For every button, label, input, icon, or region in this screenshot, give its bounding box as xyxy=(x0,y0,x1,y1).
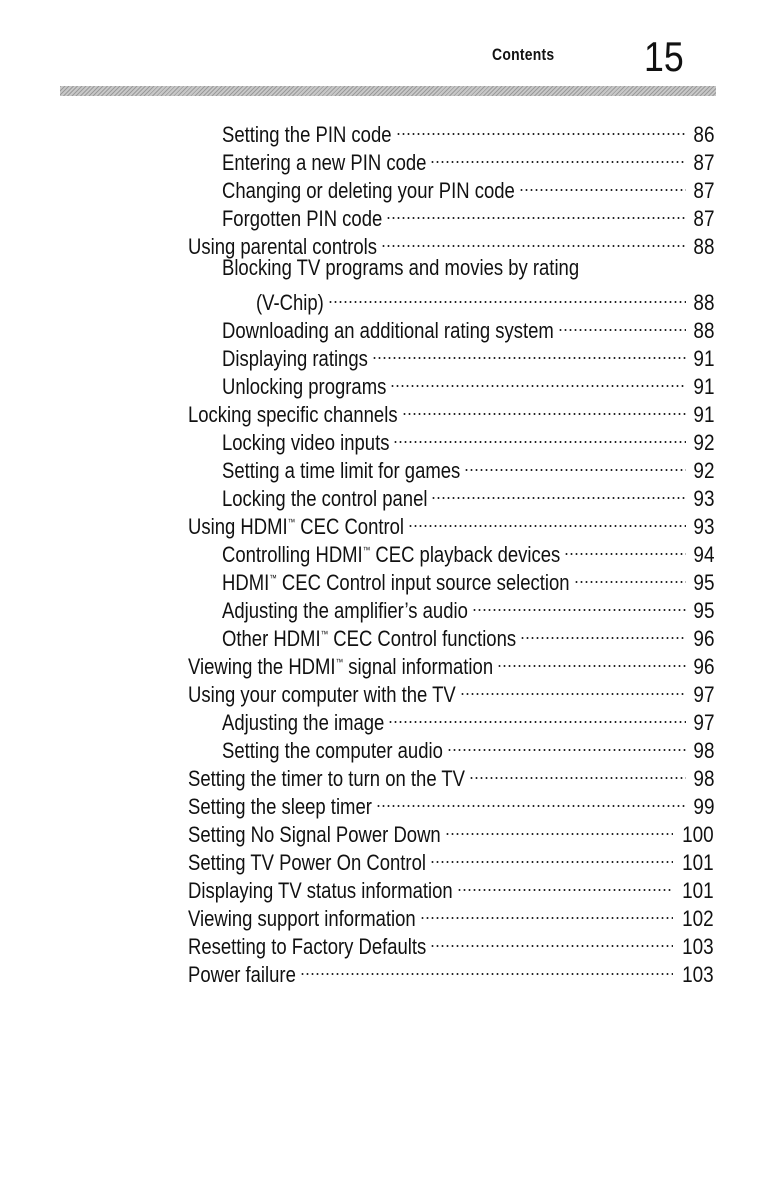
toc-entry[interactable] xyxy=(0,506,772,539)
toc-entry-label: Adjusting the image xyxy=(222,710,385,735)
trademark-symbol: ™ xyxy=(335,657,344,667)
toc-entry-page: 87 xyxy=(692,150,714,175)
toc-entry-page: 96 xyxy=(692,654,714,679)
trademark-symbol: ™ xyxy=(287,517,296,527)
dot-leader xyxy=(431,478,685,506)
toc-entry[interactable] xyxy=(0,170,772,203)
trademark-symbol: ™ xyxy=(362,545,371,555)
toc-entry[interactable] xyxy=(0,814,772,847)
toc-entry-page: 97 xyxy=(692,710,714,735)
toc-entry[interactable] xyxy=(0,310,772,343)
dot-leader xyxy=(472,590,686,618)
toc-entry-page: 88 xyxy=(692,290,714,315)
dot-leader xyxy=(564,534,685,562)
toc-entry-page: 91 xyxy=(692,346,714,371)
table-of-contents xyxy=(0,114,772,987)
toc-entry-page: 103 xyxy=(682,934,714,959)
toc-entry-label: Entering a new PIN code xyxy=(222,150,427,175)
dot-leader xyxy=(457,870,674,898)
toc-entry-label: Unlocking programs xyxy=(222,374,387,399)
toc-entry-page: 98 xyxy=(692,766,714,791)
toc-entry-page: 92 xyxy=(692,458,714,483)
dot-leader xyxy=(445,814,674,842)
toc-entry-page: 88 xyxy=(692,234,714,259)
toc-entry[interactable] xyxy=(0,786,772,819)
toc-entry-label: Adjusting the amplifier’s audio xyxy=(222,598,468,623)
dot-leader xyxy=(430,926,673,954)
toc-entry[interactable] xyxy=(0,366,772,399)
header-divider xyxy=(60,86,716,96)
toc-entry-label: HDMI™ CEC Control input source selection xyxy=(222,570,570,595)
dot-leader xyxy=(430,842,673,870)
toc-entry-page: 95 xyxy=(692,570,714,595)
dot-leader xyxy=(390,366,685,394)
dot-leader xyxy=(420,898,674,926)
toc-entry-page: 98 xyxy=(692,738,714,763)
toc-entry[interactable] xyxy=(0,114,772,147)
dot-leader xyxy=(497,646,685,674)
toc-entry-label: Other HDMI™ CEC Control functions xyxy=(222,626,517,651)
trademark-symbol: ™ xyxy=(269,573,277,583)
dot-leader xyxy=(519,170,686,198)
toc-entry[interactable] xyxy=(0,926,772,959)
toc-entry[interactable] xyxy=(0,394,772,427)
toc-entry[interactable] xyxy=(0,674,772,707)
toc-entry[interactable] xyxy=(0,590,772,623)
toc-entry-label: Locking video inputs xyxy=(222,430,390,455)
toc-entry[interactable] xyxy=(0,142,772,175)
dot-leader xyxy=(430,142,685,170)
toc-entry-label: Viewing the HDMI™ signal information xyxy=(188,654,494,679)
dot-leader xyxy=(402,394,686,422)
dot-leader xyxy=(464,450,685,478)
toc-entry-page: 103 xyxy=(682,962,714,987)
dot-leader xyxy=(381,226,686,254)
toc-entry-label: Blocking TV programs and movies by rating xyxy=(222,255,580,280)
trademark-symbol: ™ xyxy=(320,629,329,639)
toc-entry-page: 87 xyxy=(692,206,714,231)
toc-entry-label: Locking specific channels xyxy=(188,402,398,427)
dot-leader xyxy=(520,618,685,646)
toc-entry-page: 91 xyxy=(692,374,714,399)
toc-entry-page: 88 xyxy=(692,318,714,343)
toc-entry-page: 86 xyxy=(692,122,714,147)
toc-entry-label: Setting the sleep timer xyxy=(188,794,372,819)
dot-leader xyxy=(447,730,686,758)
toc-entry[interactable] xyxy=(0,198,772,231)
toc-entry[interactable] xyxy=(0,338,772,371)
toc-entry[interactable] xyxy=(0,534,772,567)
toc-entry-label: (V-Chip) xyxy=(256,290,324,315)
toc-entry-label: Setting the PIN code xyxy=(222,122,392,147)
dot-leader xyxy=(376,786,686,814)
dot-leader xyxy=(574,562,686,590)
toc-entry[interactable] xyxy=(0,254,772,282)
dot-leader xyxy=(393,422,685,450)
dot-leader xyxy=(469,758,686,786)
dot-leader xyxy=(372,338,686,366)
toc-entry-label-wrap xyxy=(222,254,579,282)
toc-entry-label: Setting the timer to turn on the TV xyxy=(188,766,466,791)
toc-entry[interactable] xyxy=(0,758,772,791)
toc-entry-label: Resetting to Factory Defaults xyxy=(188,934,427,959)
toc-entry[interactable] xyxy=(0,842,772,875)
toc-entry-label: Displaying ratings xyxy=(222,346,368,371)
toc-entry-label: Setting TV Power On Control xyxy=(188,850,426,875)
toc-entry[interactable] xyxy=(0,870,772,903)
toc-entry-label: Downloading an additional rating system xyxy=(222,318,554,343)
dot-leader xyxy=(460,674,686,702)
toc-entry-label: Changing or deleting your PIN code xyxy=(222,178,515,203)
toc-entry[interactable] xyxy=(0,618,772,651)
toc-entry-page: 94 xyxy=(692,542,714,567)
toc-entry-label: Displaying TV status information xyxy=(188,878,453,903)
toc-entry-line xyxy=(222,254,579,282)
toc-entry-label: Using your computer with the TV xyxy=(188,682,456,707)
toc-entry-label: Setting the computer audio xyxy=(222,738,443,763)
dot-leader xyxy=(396,114,686,142)
toc-entry-label: Power failure xyxy=(188,962,296,987)
dot-leader xyxy=(408,506,686,534)
toc-entry[interactable] xyxy=(0,954,772,987)
toc-entry[interactable] xyxy=(0,646,772,679)
toc-entry[interactable] xyxy=(0,478,772,511)
toc-entry-page: 93 xyxy=(692,514,714,539)
dot-leader xyxy=(558,310,686,338)
toc-entry-page: 95 xyxy=(692,598,714,623)
toc-entry[interactable] xyxy=(0,730,772,763)
toc-entry-line xyxy=(188,954,714,989)
toc-entry[interactable] xyxy=(0,562,772,595)
toc-entry-label: Setting No Signal Power Down xyxy=(188,822,441,847)
toc-entry-page: 100 xyxy=(682,822,714,847)
toc-entry-label: Forgotten PIN code xyxy=(222,206,383,231)
toc-entry-label: Controlling HDMI™ CEC playback devices xyxy=(222,542,561,567)
header-title: Contents xyxy=(492,45,555,64)
dot-leader xyxy=(386,198,685,226)
toc-entry[interactable] xyxy=(0,226,772,259)
dot-leader xyxy=(388,702,685,730)
toc-entry-label: Setting a time limit for games xyxy=(222,458,461,483)
toc-entry[interactable] xyxy=(0,898,772,931)
toc-entry-page: 93 xyxy=(692,486,714,511)
toc-entry-page: 97 xyxy=(692,682,714,707)
toc-entry-label: Viewing support information xyxy=(188,906,416,931)
dot-leader xyxy=(328,282,686,310)
toc-entry[interactable] xyxy=(0,702,772,735)
toc-entry[interactable] xyxy=(0,282,772,315)
toc-entry-page: 91 xyxy=(692,402,714,427)
toc-entry-page: 101 xyxy=(682,878,714,903)
toc-entry[interactable] xyxy=(0,450,772,483)
toc-entry-page: 102 xyxy=(682,906,714,931)
toc-entry-page: 99 xyxy=(692,794,714,819)
page-number: 15 xyxy=(644,33,684,80)
toc-entry-page: 101 xyxy=(682,850,714,875)
toc-entry-label-wrap xyxy=(188,961,296,989)
toc-entry-page: 96 xyxy=(692,626,714,651)
toc-entry-label: Using parental controls xyxy=(188,234,378,259)
toc-entry-label: Using HDMI™ CEC Control xyxy=(188,514,405,539)
toc-entry-page: 92 xyxy=(692,430,714,455)
toc-entry[interactable] xyxy=(0,422,772,455)
toc-entry-page: 87 xyxy=(692,178,714,203)
toc-entry-label: Locking the control panel xyxy=(222,486,428,511)
dot-leader xyxy=(300,954,673,982)
